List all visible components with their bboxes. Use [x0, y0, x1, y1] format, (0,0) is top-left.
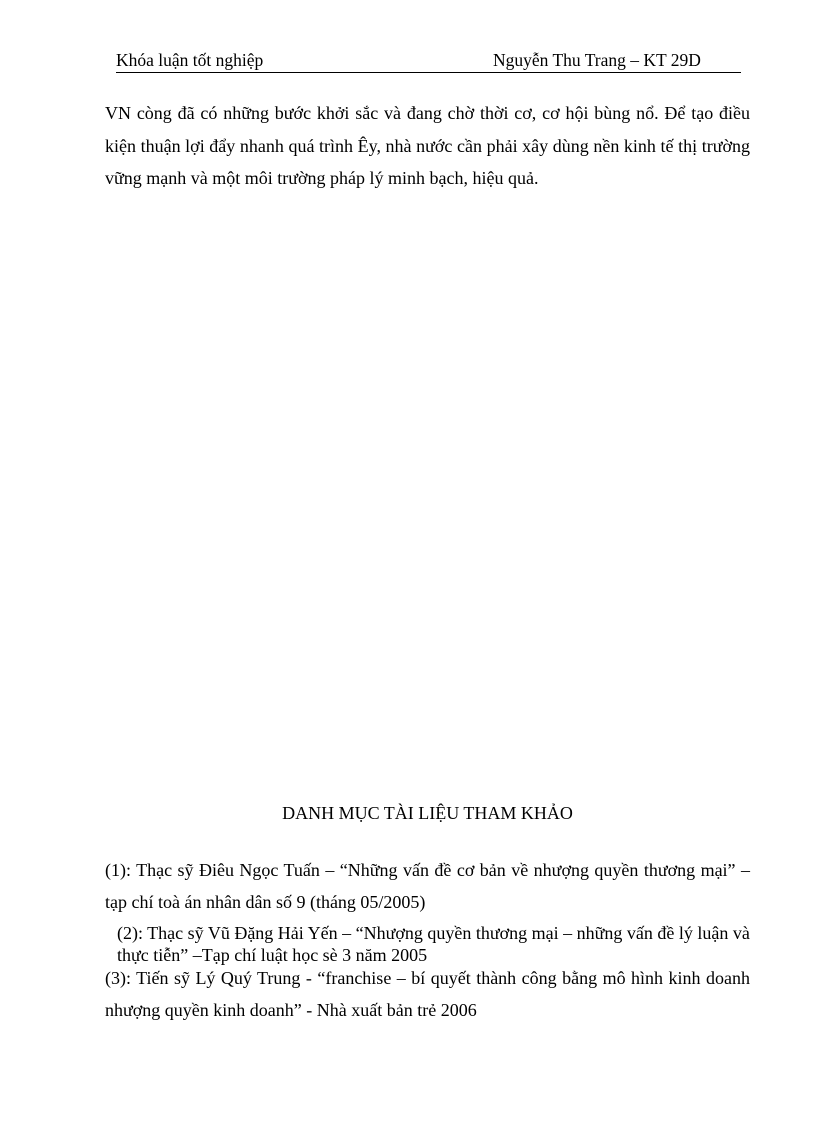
reference-item: (2): Thạc sỹ Vũ Đặng Hải Yến – “Nhượng quyền thương mại – những vấn đề lý luận và thực tiễn” –Tạp chí luật học sè 3 năm 2005	[117, 923, 750, 965]
reference-item: (1): Thạc sỹ Điêu Ngọc Tuấn – “Những vấn đề cơ bản về nhượng quyền thương mại” – tạp chí toà án nhân dân số 9 (tháng 05/2005)	[105, 860, 750, 912]
header-document-type: Khóa luận tốt nghiệp	[116, 50, 264, 70]
references-title: DANH MỤC TÀI LIỆU THAM KHẢO	[282, 803, 573, 823]
body-paragraph: VN còng đã có những bước khởi sắc và đang chờ thời cơ, cơ hội bùng nổ. Để tạo điều kiện thuận lợi đẩy nhanh quá trình Êy, nhà nước cần phải xây dùng nền kinh tế thị trường vững mạnh và một môi trường pháp lý minh bạch, hiệu quả.	[105, 103, 750, 188]
reference-item: (3): Tiến sỹ Lý Quý Trung - “franchise – bí quyết thành công bằng mô hình kinh doanh nhượng quyền kinh doanh” - Nhà xuất bản trẻ 2006	[105, 968, 750, 1020]
header-author: Nguyễn Thu Trang – KT 29D	[493, 50, 701, 70]
page-header	[116, 48, 741, 73]
